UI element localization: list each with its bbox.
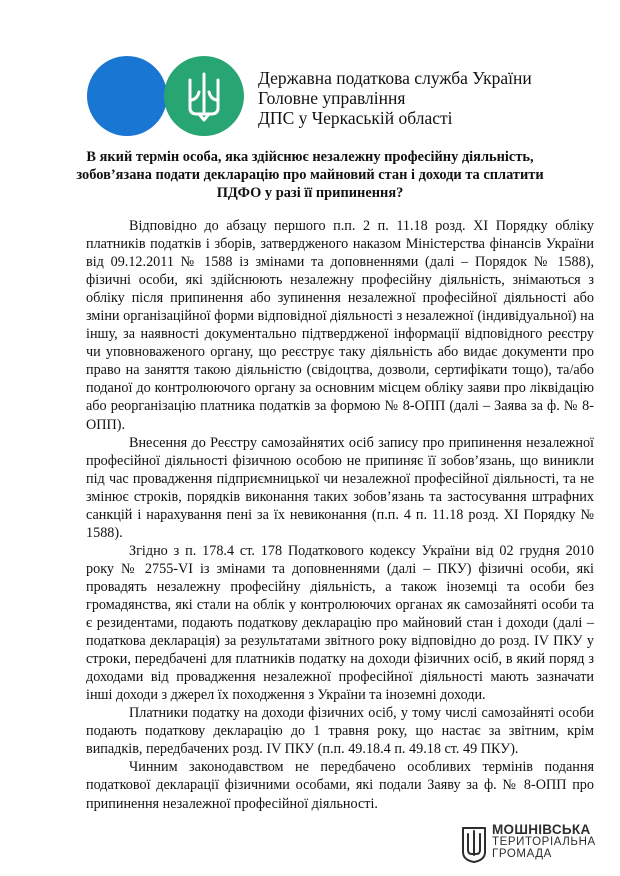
document-body — [86, 217, 594, 813]
org-line: Державна податкова служба України — [258, 68, 532, 88]
letterhead — [86, 56, 556, 136]
paragraph: Платники податку на доходи фізичних осіб, у тому числі самозайняті особи подають податкову декларацію до 1 травня року, що настає за звітним, крім випадків, передбачених розд. IV ПКУ (п.п. 49.18.4 п. 49.18 ст. 49 ПКУ). — [86, 705, 594, 758]
org-line: Головне управління — [258, 88, 406, 108]
paragraph: Внесення до Реєстру самозайнятих осіб запису про припинення незалежної професійної діяльності фізичною особою не припиняє її зобов’язань, що виникли під час провадження підприємницької чи незалежної професійної діяльності, та не змінює строків, порядків виконання таких зобов’язань та застосування штрафних санкцій і нарахування пені за їх невиконання (п.п. 4 п. 11.18 розд. XI Порядку № 1588). — [86, 434, 594, 541]
document-title: В який термін особа, яка здійснює незалежну професійну діяльність, зобов’язана подати декларацію про майновий стан і доходи та сплатити ПДФО у разі її припинення? — [76, 149, 544, 201]
organization-name — [258, 68, 532, 128]
community-name-line: ГРОМАДА — [492, 848, 552, 860]
community-name — [492, 824, 596, 860]
coat-of-arms-icon — [460, 824, 488, 864]
dps-logo — [86, 56, 246, 136]
paragraph: Відповідно до абзацу першого п.п. 2 п. 11.18 розд. XI Порядку обліку платників податків і зборів, затвердженого наказом Міністерства фінансів України від 09.12.2011 № 1588 із змінами та доповненнями (далі – Порядок № 1588), фізичні особи, які здійснюють незалежну професійну діяльність, знімаються з обліку після припинення або зупинення незалежної професійної діяльності або зміни організаційної форми відповідної діяльності з незалежної (індивідуальної) на іншу, за наявності документально підтвердженої інформації відповідного реєстру чи уповноваженого органу, що реєструє таку діяльність або видає документи про право на заняття такою діяльністю (свідоцтва, дозволи, сертифікати тощо), та/або поданої до контролюючого органу за основним місцем обліку заяви про ліквідацію або реорганізацію платника податків за формою № 8-ОПП (далі – Заява за ф. № 8-ОПП). — [86, 218, 594, 433]
community-logo — [460, 824, 600, 868]
paragraph: Чинним законодавством не передбачено особливих термінів подання податкової декларації фізичними особами, які подали Заяву за ф. № 8-ОПП про припинення незалежної професійної діяльності. — [86, 759, 594, 812]
paragraph: Згідно з п. 178.4 ст. 178 Податкового кодексу України від 02 грудня 2010 року № 2755-VI із змінами та доповненнями (далі – ПКУ) фізичні особи, які провадять незалежну професійну діяльність, а також іноземці та особи без громадянства, які стали на облік у контролюючих органах як самозайняті особи та є резидентами, подають податкову декларацію про майновий стан і доходи (далі – податкова декларація) за результатами звітного року відповідно до розд. IV ПКУ у строки, передбачені для платників податку на доходи фізичних осіб, в який поряд з доходами від провадження незалежної професійної діяльності мають зазначати інші доходи з джерел їх походження з України та іноземні доходи. — [86, 542, 594, 704]
org-line: ДПС у Черкаській області — [258, 108, 453, 128]
community-name-line: ТЕРИТОРІАЛЬНА — [492, 836, 596, 848]
community-name-line: МОШНІВСЬКА — [492, 822, 591, 837]
